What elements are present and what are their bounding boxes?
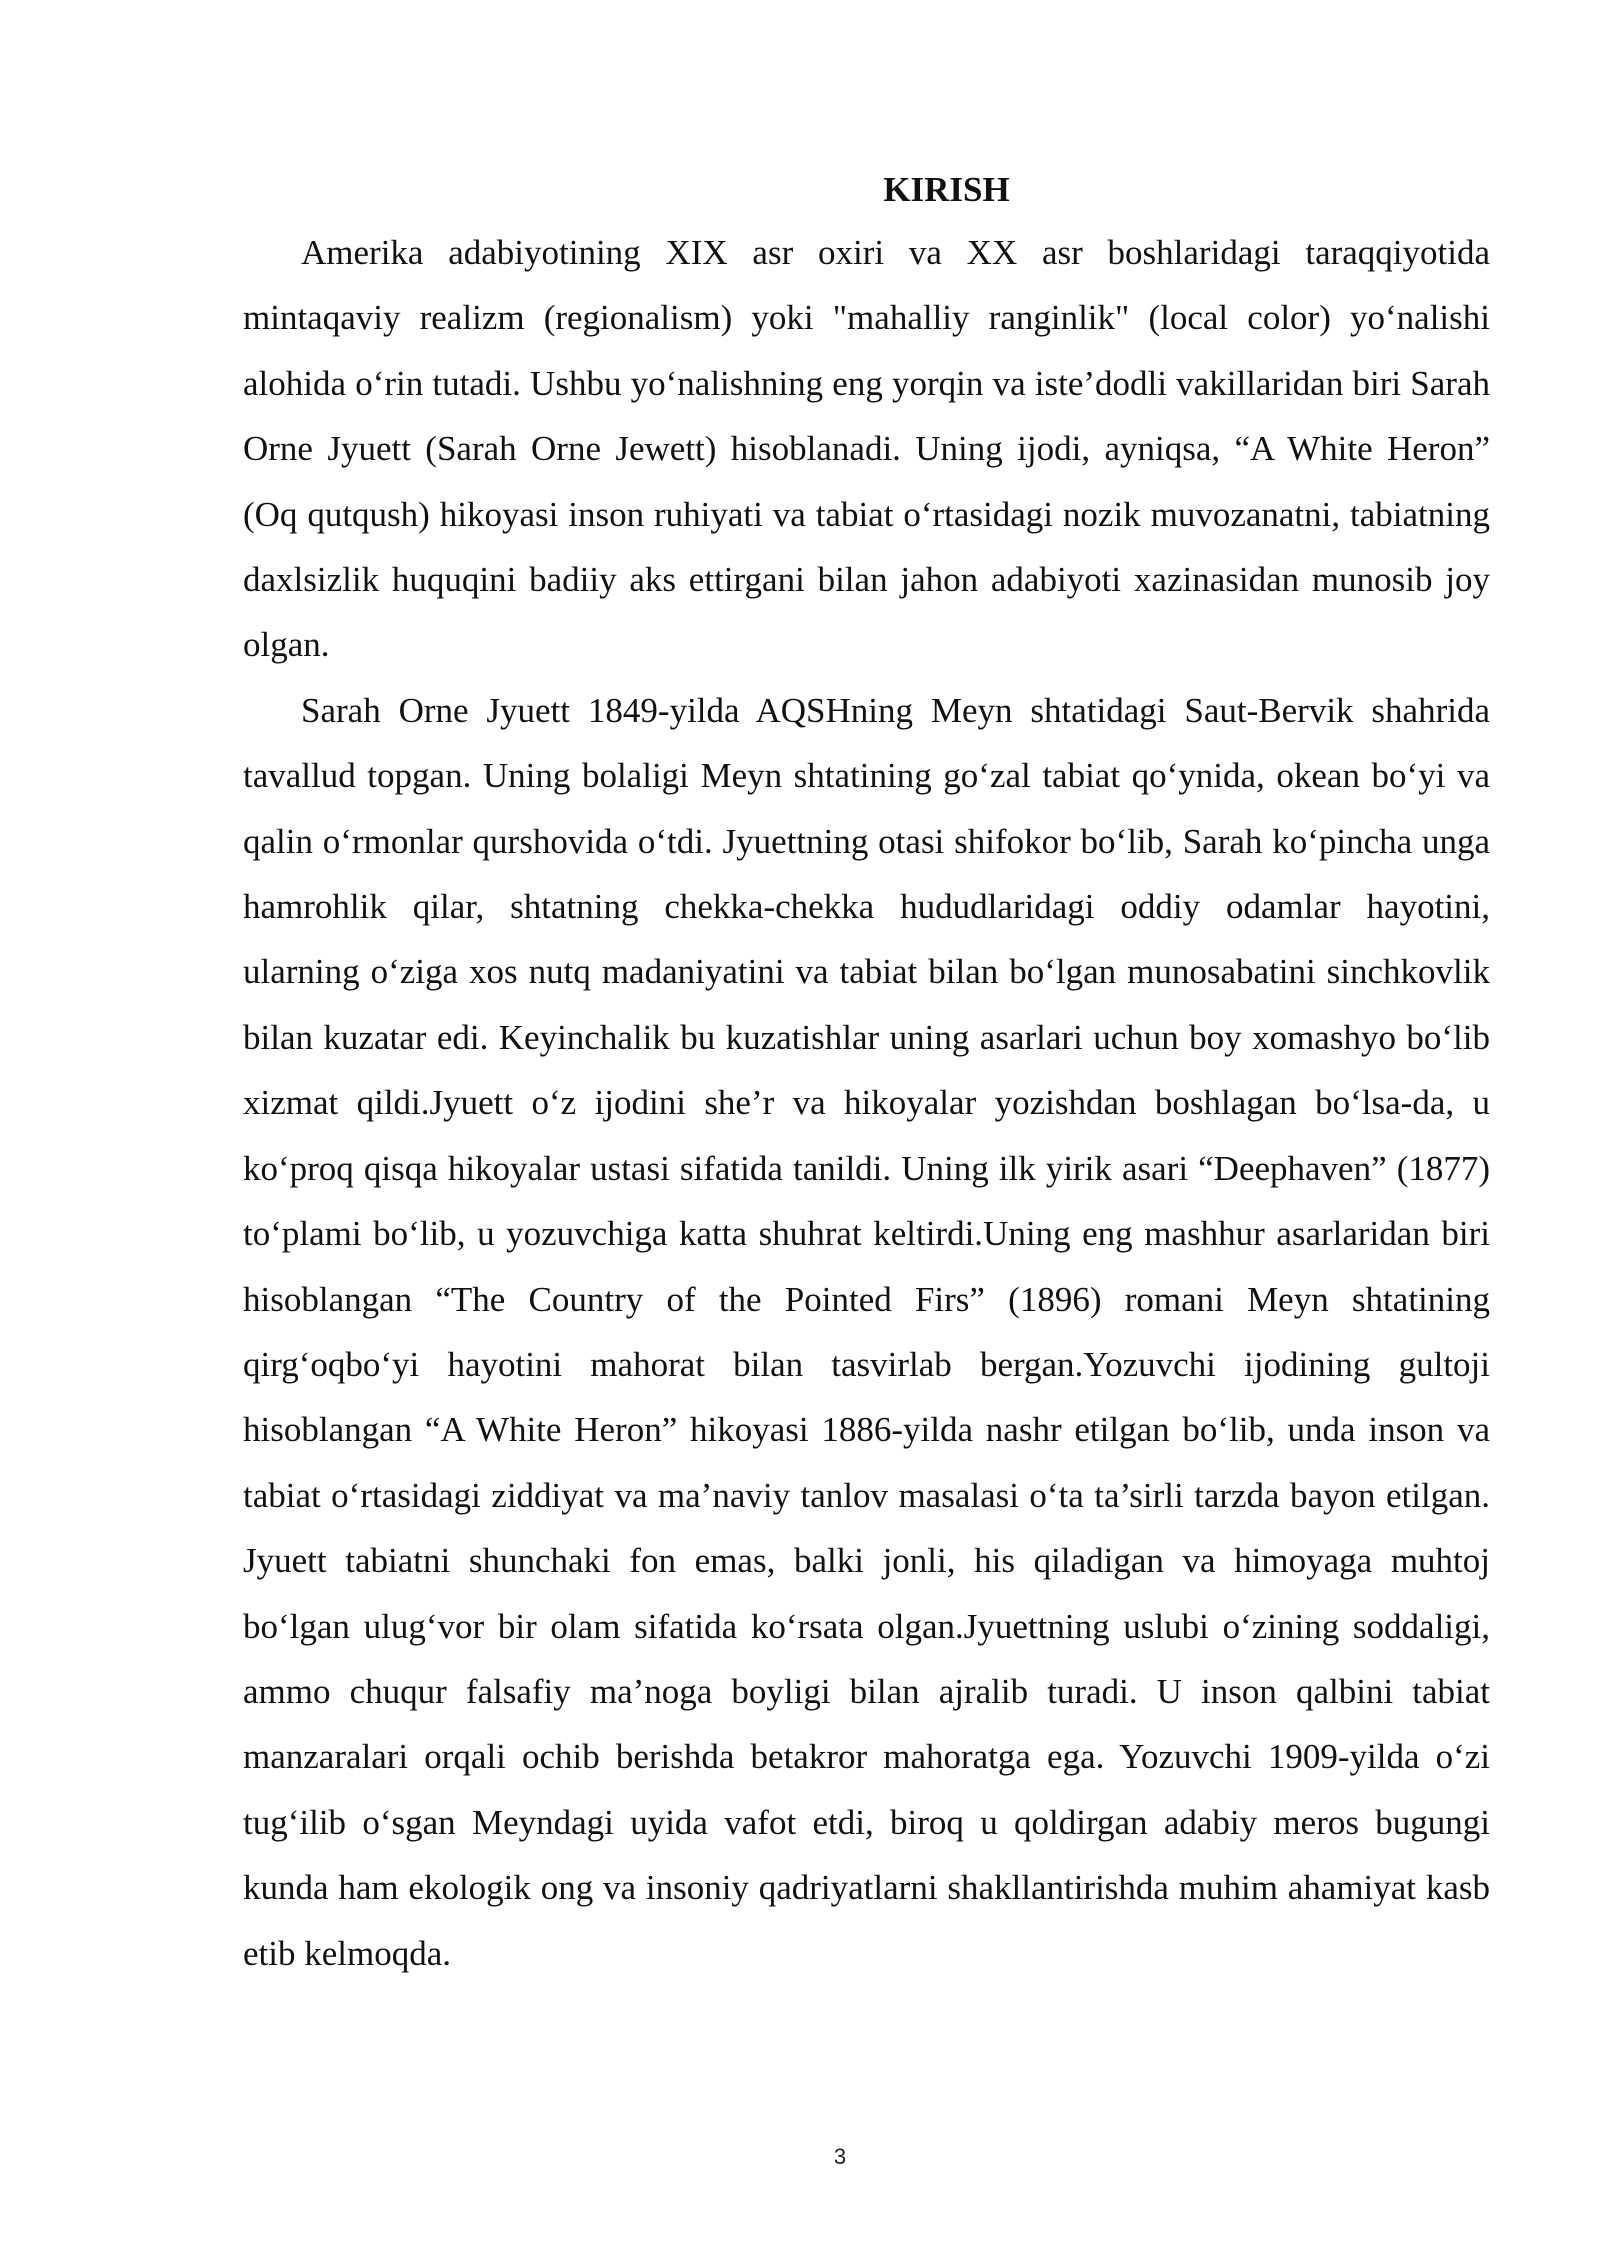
- paragraph-biography: Sarah Orne Jyuett 1849-yilda AQSHning Meyn shtatidagi Saut-Bervik shahrida tavallud topgan. Uning bolaligi Meyn shtatining go‘zal tabiat qo‘ynida, okean bo‘yi va qalin o‘rmonlar qurshovida o‘tdi. Jyuettning otasi shifokor bo‘lib, Sarah ko‘pincha unga hamrohlik qilar, shtatning chekka-chekka hududlaridagi oddiy odamlar hayotini, ularning o‘ziga xos nutq madaniyatini va tabiat bilan bo‘lgan munosabatini sinchkovlik bilan kuzatar edi. Keyinchalik bu kuzatishlar uning asarlari uchun boy xomashyo bo‘lib xizmat qildi.Jyuett o‘z ijodini she’r va hikoyalar yozishdan boshlagan bo‘lsa-da, u ko‘proq qisqa hikoyalar ustasi sifatida tanildi. Uning ilk yirik asari “Deephaven” (1877) to‘plami bo‘lib, u yozuvchiga katta shuhrat keltirdi.Uning eng mashhur asarlaridan biri hisoblangan “The Country of the Pointed Firs” (1896) romani Meyn shtatining qirg‘oqbo‘yi hayotini mahorat bilan tasvirlab bergan.Yozuvchi ijodining gultoji hisoblangan “A White Heron” hikoyasi 1886-yilda nashr etilgan bo‘lib, unda inson va tabiat o‘rtasidagi ziddiyat va ma’naviy tanlov masalasi o‘ta ta’sirli tarzda bayon etilgan. Jyuett tabiatni shunchaki fon emas, balki jonli, his qiladigan va himoyaga muhtoj bo‘lgan ulug‘vor bir olam sifatida ko‘rsata olgan.Jyuettning uslubi o‘zining soddaligi, ammo chuqur falsafiy ma’noga boyligi bilan ajralib turadi. U inson qalbini tabiat manzaralari orqali ochib berishda betakror mahoratga ega. Yozuvchi 1909-yilda o‘zi tug‘ilib o‘sgan Meyndagi uyida vafot etdi, biroq u qoldirgan adabiy meros bugungi kunda ham ekologik ong va insoniy qadriyatlarni shakllantirishda muhim ahamiyat kasb etib kelmoqda.: [243, 690, 1490, 1973]
- document-body: [243, 160, 1490, 1986]
- page-number: 3: [833, 2144, 847, 2169]
- section-title: KIRISH: [883, 170, 1010, 209]
- paragraph-intro: Amerika adabiyotining XIX asr oxiri va XX asr boshlaridagi taraqqiyotida mintaqaviy realizm (regionalism) yoki "mahalliy ranginlik" (local color) yo‘nalishi alohida o‘rin tutadi. Ushbu yo‘nalishning eng yorqin va iste’dodli vakillaridan biri Sarah Orne Jyuett (Sarah Orne Jewett) hisoblanadi. Uning ijodi, ayniqsa, “A White Heron” (Oq qutqush) hikoyasi inson ruhiyati va tabiat o‘rtasidagi nozik muvozanatni, tabiatning daxlsizlik huquqini badiiy aks ettirgani bilan jahon adabiyoti xazinasidan munosib joy olgan.: [243, 233, 1490, 665]
